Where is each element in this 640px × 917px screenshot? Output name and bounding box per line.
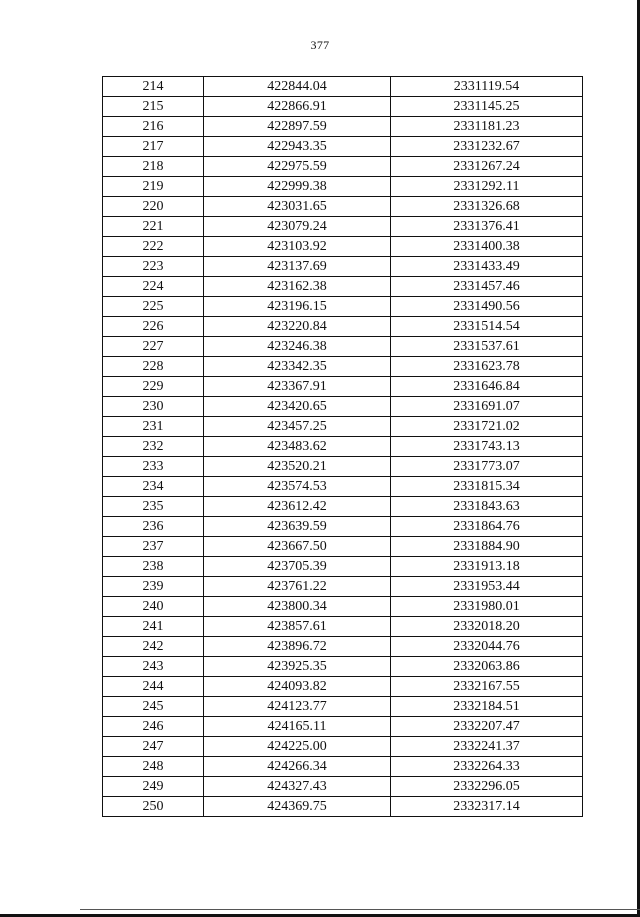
point-number-cell: 246	[103, 717, 204, 737]
y-coordinate-cell: 2332241.37	[391, 737, 583, 757]
table-row	[103, 257, 583, 277]
table-row	[103, 697, 583, 717]
point-number-cell: 232	[103, 437, 204, 457]
x-coordinate-cell: 423857.61	[204, 617, 391, 637]
x-coordinate-cell: 424093.82	[204, 677, 391, 697]
x-coordinate-cell: 424369.75	[204, 797, 391, 817]
point-number-cell: 248	[103, 757, 204, 777]
y-coordinate-cell: 2331119.54	[391, 77, 583, 97]
point-number-cell: 234	[103, 477, 204, 497]
table-row	[103, 197, 583, 217]
table-row	[103, 297, 583, 317]
y-coordinate-cell: 2332167.55	[391, 677, 583, 697]
point-number-cell: 242	[103, 637, 204, 657]
point-number-cell: 219	[103, 177, 204, 197]
table-row	[103, 637, 583, 657]
table-row	[103, 417, 583, 437]
y-coordinate-cell: 2332063.86	[391, 657, 583, 677]
point-number-cell: 214	[103, 77, 204, 97]
table-row	[103, 157, 583, 177]
table-row	[103, 277, 583, 297]
point-number-cell: 240	[103, 597, 204, 617]
y-coordinate-cell: 2331884.90	[391, 537, 583, 557]
x-coordinate-cell: 423342.35	[204, 357, 391, 377]
y-coordinate-cell: 2331691.07	[391, 397, 583, 417]
x-coordinate-cell: 423220.84	[204, 317, 391, 337]
table-row	[103, 657, 583, 677]
table-row	[103, 797, 583, 817]
point-number-cell: 243	[103, 657, 204, 677]
point-number-cell: 241	[103, 617, 204, 637]
y-coordinate-cell: 2332317.14	[391, 797, 583, 817]
point-number-cell: 228	[103, 357, 204, 377]
table-row	[103, 617, 583, 637]
x-coordinate-cell: 424123.77	[204, 697, 391, 717]
y-coordinate-cell: 2331980.01	[391, 597, 583, 617]
table-row	[103, 457, 583, 477]
point-number-cell: 238	[103, 557, 204, 577]
point-number-cell: 237	[103, 537, 204, 557]
table-row	[103, 337, 583, 357]
y-coordinate-cell: 2331457.46	[391, 277, 583, 297]
point-number-cell: 220	[103, 197, 204, 217]
y-coordinate-cell: 2331181.23	[391, 117, 583, 137]
y-coordinate-cell: 2331232.67	[391, 137, 583, 157]
table-row	[103, 517, 583, 537]
x-coordinate-cell: 423031.65	[204, 197, 391, 217]
y-coordinate-cell: 2332207.47	[391, 717, 583, 737]
y-coordinate-cell: 2331721.02	[391, 417, 583, 437]
table-row	[103, 437, 583, 457]
point-number-cell: 230	[103, 397, 204, 417]
x-coordinate-cell: 423483.62	[204, 437, 391, 457]
table-row	[103, 757, 583, 777]
table-row	[103, 137, 583, 157]
x-coordinate-cell: 423079.24	[204, 217, 391, 237]
coordinate-table-body	[103, 77, 583, 817]
page-number: 377	[310, 38, 330, 52]
x-coordinate-cell: 423162.38	[204, 277, 391, 297]
y-coordinate-cell: 2331145.25	[391, 97, 583, 117]
x-coordinate-cell: 422975.59	[204, 157, 391, 177]
x-coordinate-cell: 422999.38	[204, 177, 391, 197]
point-number-cell: 231	[103, 417, 204, 437]
table-row	[103, 237, 583, 257]
table-row	[103, 737, 583, 757]
y-coordinate-cell: 2331433.49	[391, 257, 583, 277]
y-coordinate-cell: 2332044.76	[391, 637, 583, 657]
x-coordinate-cell: 424165.11	[204, 717, 391, 737]
table-row	[103, 717, 583, 737]
point-number-cell: 249	[103, 777, 204, 797]
point-number-cell: 225	[103, 297, 204, 317]
point-number-cell: 247	[103, 737, 204, 757]
point-number-cell: 229	[103, 377, 204, 397]
y-coordinate-cell: 2331514.54	[391, 317, 583, 337]
y-coordinate-cell: 2331292.11	[391, 177, 583, 197]
table-row	[103, 577, 583, 597]
point-number-cell: 245	[103, 697, 204, 717]
x-coordinate-cell: 423367.91	[204, 377, 391, 397]
x-coordinate-cell: 422866.91	[204, 97, 391, 117]
x-coordinate-cell: 424225.00	[204, 737, 391, 757]
x-coordinate-cell: 423574.53	[204, 477, 391, 497]
x-coordinate-cell: 423196.15	[204, 297, 391, 317]
point-number-cell: 224	[103, 277, 204, 297]
x-coordinate-cell: 423667.50	[204, 537, 391, 557]
y-coordinate-cell: 2331953.44	[391, 577, 583, 597]
table-row	[103, 677, 583, 697]
table-row	[103, 377, 583, 397]
table-row	[103, 357, 583, 377]
table-row	[103, 477, 583, 497]
x-coordinate-cell: 423457.25	[204, 417, 391, 437]
point-number-cell: 221	[103, 217, 204, 237]
x-coordinate-cell: 422943.35	[204, 137, 391, 157]
table-row	[103, 97, 583, 117]
table-row	[103, 397, 583, 417]
table-row	[103, 77, 583, 97]
y-coordinate-cell: 2332264.33	[391, 757, 583, 777]
x-coordinate-cell: 423420.65	[204, 397, 391, 417]
table-row	[103, 537, 583, 557]
x-coordinate-cell: 423612.42	[204, 497, 391, 517]
point-number-cell: 244	[103, 677, 204, 697]
x-coordinate-cell: 423761.22	[204, 577, 391, 597]
x-coordinate-cell: 423103.92	[204, 237, 391, 257]
y-coordinate-cell: 2331267.24	[391, 157, 583, 177]
table-row	[103, 317, 583, 337]
y-coordinate-cell: 2331773.07	[391, 457, 583, 477]
x-coordinate-cell: 423520.21	[204, 457, 391, 477]
y-coordinate-cell: 2331843.63	[391, 497, 583, 517]
point-number-cell: 215	[103, 97, 204, 117]
y-coordinate-cell: 2331537.61	[391, 337, 583, 357]
x-coordinate-cell: 424327.43	[204, 777, 391, 797]
y-coordinate-cell: 2332296.05	[391, 777, 583, 797]
x-coordinate-cell: 423800.34	[204, 597, 391, 617]
x-coordinate-cell: 423705.39	[204, 557, 391, 577]
point-number-cell: 227	[103, 337, 204, 357]
table-row	[103, 117, 583, 137]
y-coordinate-cell: 2331326.68	[391, 197, 583, 217]
point-number-cell: 216	[103, 117, 204, 137]
point-number-cell: 218	[103, 157, 204, 177]
y-coordinate-cell: 2331490.56	[391, 297, 583, 317]
table-row	[103, 557, 583, 577]
table-row	[103, 777, 583, 797]
x-coordinate-cell: 424266.34	[204, 757, 391, 777]
x-coordinate-cell: 423639.59	[204, 517, 391, 537]
x-coordinate-cell: 422844.04	[204, 77, 391, 97]
y-coordinate-cell: 2331376.41	[391, 217, 583, 237]
point-number-cell: 233	[103, 457, 204, 477]
y-coordinate-cell: 2331864.76	[391, 517, 583, 537]
point-number-cell: 235	[103, 497, 204, 517]
y-coordinate-cell: 2331743.13	[391, 437, 583, 457]
coordinate-table	[102, 76, 583, 817]
x-coordinate-cell: 423925.35	[204, 657, 391, 677]
point-number-cell: 223	[103, 257, 204, 277]
table-row	[103, 177, 583, 197]
table-row	[103, 497, 583, 517]
x-coordinate-cell: 422897.59	[204, 117, 391, 137]
y-coordinate-cell: 2331646.84	[391, 377, 583, 397]
footer-rule	[80, 909, 640, 910]
point-number-cell: 226	[103, 317, 204, 337]
y-coordinate-cell: 2331815.34	[391, 477, 583, 497]
table-row	[103, 217, 583, 237]
y-coordinate-cell: 2331400.38	[391, 237, 583, 257]
x-coordinate-cell: 423137.69	[204, 257, 391, 277]
y-coordinate-cell: 2331913.18	[391, 557, 583, 577]
point-number-cell: 239	[103, 577, 204, 597]
y-coordinate-cell: 2331623.78	[391, 357, 583, 377]
point-number-cell: 217	[103, 137, 204, 157]
y-coordinate-cell: 2332018.20	[391, 617, 583, 637]
x-coordinate-cell: 423246.38	[204, 337, 391, 357]
point-number-cell: 222	[103, 237, 204, 257]
table-row	[103, 597, 583, 617]
x-coordinate-cell: 423896.72	[204, 637, 391, 657]
y-coordinate-cell: 2332184.51	[391, 697, 583, 717]
point-number-cell: 250	[103, 797, 204, 817]
point-number-cell: 236	[103, 517, 204, 537]
